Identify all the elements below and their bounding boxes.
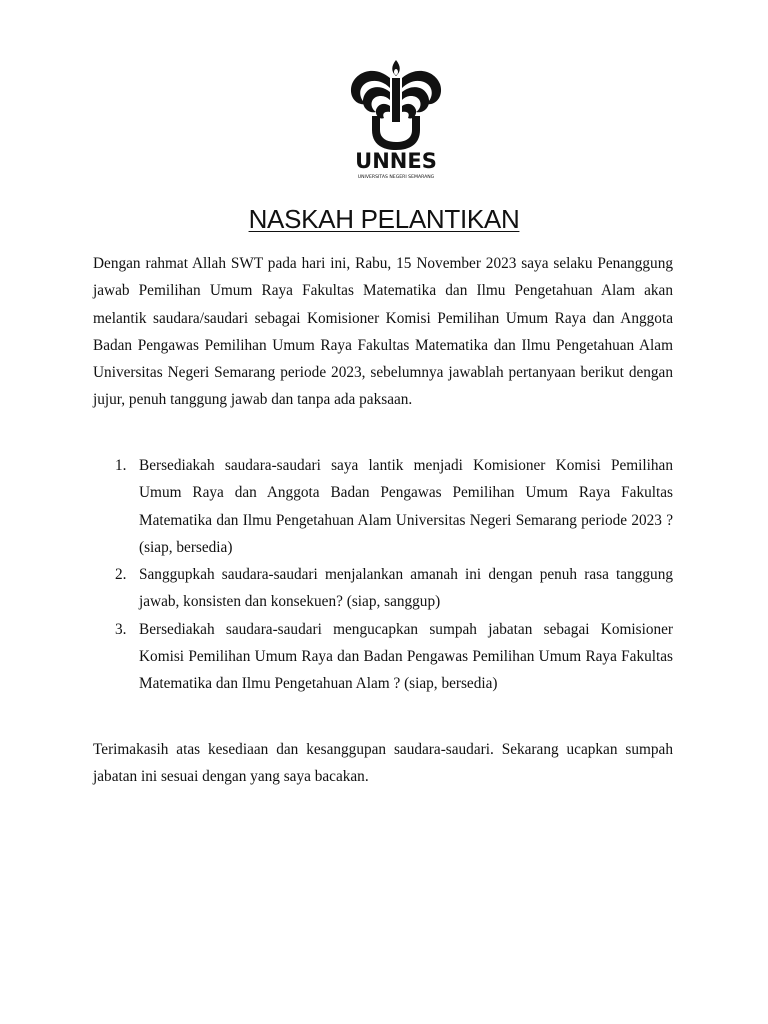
questions-list	[93, 452, 673, 698]
list-item	[93, 616, 673, 698]
document-title: NASKAH PELANTIKAN	[248, 204, 520, 234]
logo-subtitle: UNIVERSITAS NEGERI SEMARANG	[357, 175, 435, 180]
list-item	[93, 561, 673, 616]
list-item-text: Bersediakah saudara-saudari mengucapkan sumpah jabatan sebagai Komisioner Komisi Pemilihan Umum Raya dan Badan Pengawas Pemilihan Umum Raya Fakultas Matematika dan Ilmu Pengetahuan Alam ? (siap, bersedia)	[139, 620, 673, 693]
intro-paragraph: Dengan rahmat Allah SWT pada hari ini, Rabu, 15 November 2023 saya selaku Penanggung jawab Pemilihan Umum Raya Fakultas Matematika dan Ilmu Pengetahuan Alam akan melantik saudara/saudari sebagai Komisioner Komisi Pemilihan Umum Raya dan Anggota Badan Pengawas Pemilihan Umum Raya Fakultas Matematika dan Ilmu Pengetahuan Alam Universitas Negeri Semarang periode 2023, sebelumnya jawablah pertanyaan berikut dengan jujur, penuh tanggung jawab dan tanpa ada paksaan.	[93, 255, 673, 409]
list-item	[93, 452, 673, 561]
list-item-number: 2.	[115, 566, 127, 584]
logo-wordmark: UNNES	[355, 149, 437, 173]
unnes-logo	[346, 54, 446, 184]
list-item-number: 1.	[115, 457, 127, 474]
list-item-number: 3.	[115, 620, 127, 638]
closing-paragraph: Terimakasih atas kesediaan dan kesanggupan saudara-saudari. Sekarang ucapkan sumpah jabatan ini sesuai dengan yang saya bacakan.	[93, 741, 673, 786]
list-item-text: Bersediakah saudara-saudari saya lantik menjadi Komisioner Komisi Pemilihan Umum Raya dan Anggota Badan Pengawas Pemilihan Umum Raya Fakultas Matematika dan Ilmu Pengetahuan Alam Universitas Negeri Semarang periode 2023 ? (siap, bersedia)	[139, 457, 673, 556]
list-item-text: Sanggupkah saudara-saudari menjalankan amanah ini dengan penuh rasa tanggung jawab, konsisten dan konsekuen? (siap, sanggup)	[139, 566, 673, 611]
